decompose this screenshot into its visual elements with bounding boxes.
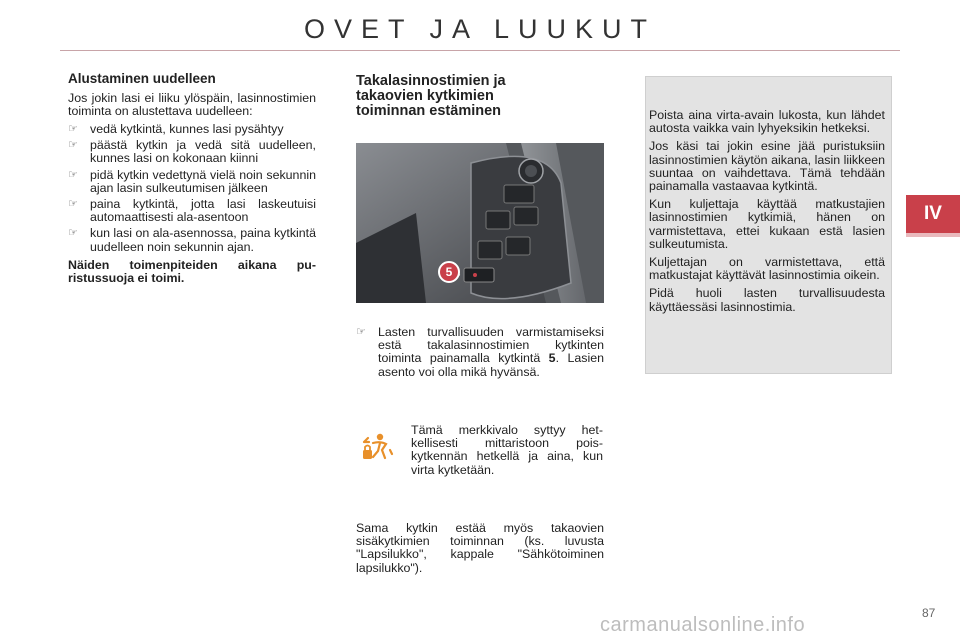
list-item: ☞ paina kytkintä, jotta lasi laskeutuisi automaattisesti ala-asentoon [68,196,316,225]
reset-steps-list [68,123,316,254]
list-item: ☞ Lasten turvallisuuden varmistamiseksi estä takalasinnostimien kytkinten toiminta painamalla kytkintä 5. Lasien asento voi olla mikä hyvänsä. [356,325,604,379]
safety-notice-text [649,109,885,319]
pointing-hand-icon: ☞ [68,227,78,240]
watermark: carmanualsonline.info [600,614,806,636]
list-item: ☞ päästä kytkin ja vedä sitä uudelleen, kunnes lasi on kokonaan kiinni [68,138,316,166]
safety-paragraph: Jos käsi tai jokin esine jää puristuksiin lasinnostimien käytön aikana, lasin liikkeen suuntaa on vaihdettava. Tämä tehdään painamalla vastaavaa kytkintä. [649,139,885,194]
middle-heading [356,74,604,119]
rear-door-note: Sama kytkin estää myös takaovien sisäkytkimien toiminnan (ks. luvusta "Lapsilukko", kappale "Sähkötoiminen lapsilukko"). [356,521,604,575]
page-title: OVET JA LUUKUT [303,14,657,44]
list-item: ☞ kun lasi on ala-asennossa, paina kytkintä uudelleen noin sekunnin ajan. [68,226,316,254]
section-heading-line1: Takalasinnostimien ja [356,73,506,89]
section-heading-line3: toiminnan estäminen [356,103,502,119]
switch-panel-illustration [356,143,604,303]
child-lock-instruction [356,326,604,384]
pointing-hand-icon: ☞ [68,168,78,181]
safety-paragraph: Pidä huoli lasten turvallisuudesta käyttäessäsi lasinnostimia. [649,286,885,314]
anti-pinch-warning: Näiden toimenpiteiden aikana puristussuoja ei toimi. [68,257,316,285]
list-item: ☞ vedä kytkintä, kunnes lasi pysähtyy [68,121,284,136]
callout-5: 5 [438,261,460,283]
indicator-description: Tämä merkkivalo syttyy hetkellisesti mittaristoon poiskytkennän hetkellä ja aina, kun virta kytketään. [411,423,603,477]
chapter-tab[interactable]: IV [906,195,960,233]
page-number: 87 [922,606,936,620]
pointing-hand-icon: ☞ [68,197,78,210]
safety-paragraph: Kun kuljettaja käyttää matkustajien lasinnostimien kytkimiä, hänen on varmistettava, ettei kukaan estä lasien sulkeutumista. [649,197,885,251]
section-heading-line2: takaovien kytkimien [356,88,494,104]
safety-paragraph: Kuljettajan on varmistettava, että matkustajat käyttävät lasinnostimia oikein. [649,255,885,283]
pointing-hand-icon: ☞ [68,139,78,152]
section-heading-reset: Alustaminen uudelleen [68,71,216,86]
chapter-tab-shadow [906,233,960,237]
safety-paragraph: Poista aina virta-avain lukosta, kun lähdet autosta vaikka vain lyhyeksikin hetkeksi. [649,108,885,136]
pointing-hand-icon: ☞ [356,326,366,338]
left-column [68,72,316,290]
list-item: ☞ pidä kytkin vedettynä vielä noin sekunnin ajan lasin sulkeutumisen jälkeen [68,167,316,195]
child-lock-warning-icon [360,428,396,464]
door-switch-photo [356,143,604,303]
title-divider [60,50,900,51]
pointing-hand-icon: ☞ [68,122,78,135]
reset-intro: Jos jokin lasi ei liiku ylöspäin, lasinnostimien toiminta on alustettava uudelleen: [68,90,316,118]
